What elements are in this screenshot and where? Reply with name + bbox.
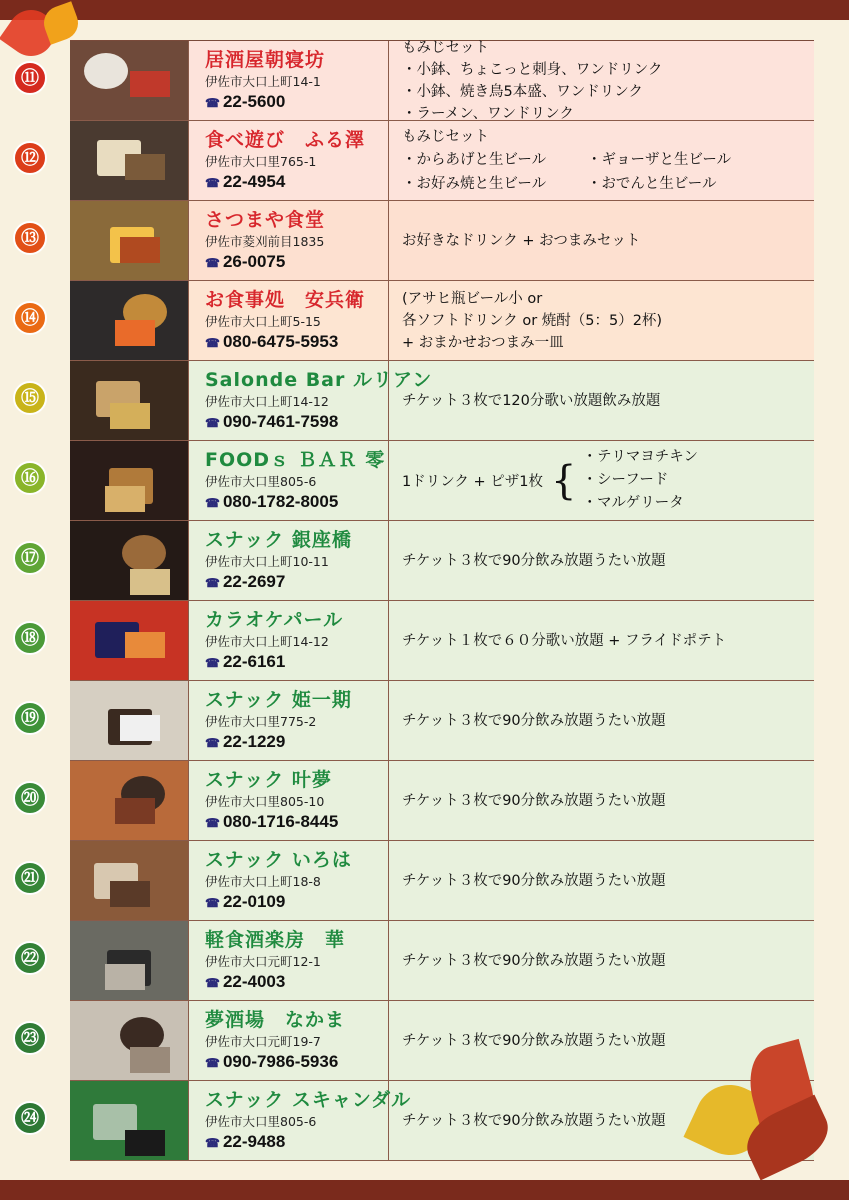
shop-info <box>189 441 389 520</box>
table-row <box>21 361 814 441</box>
offer-line: チケット３枚で90分飲み放題うたい放題 <box>402 552 666 569</box>
entry-number-badge: ㉓ <box>13 1021 47 1055</box>
table-row <box>21 761 814 841</box>
shop-info <box>189 521 389 600</box>
entry-number-badge: ⑪ <box>13 61 47 95</box>
pizza-option: ・シーフード <box>582 472 669 488</box>
phone-icon: ☎ <box>205 496 220 510</box>
offer-details <box>389 761 814 840</box>
offer-line: チケット１枚で６０分歌い放題 + フライドポテト <box>402 632 727 649</box>
offer-lines <box>402 550 666 572</box>
entry-number-badge: ⑱ <box>13 621 47 655</box>
phone-icon: ☎ <box>205 416 220 430</box>
offer-line: チケット３枚で90分飲み放題うたい放題 <box>402 872 666 889</box>
offer-line: + おまかせおつまみ一皿 <box>402 334 564 351</box>
offer-lines <box>402 950 666 972</box>
offer-line: チケット３枚で90分飲み放題うたい放題 <box>402 952 666 969</box>
table-row <box>21 841 814 921</box>
bottom-band <box>0 1180 849 1200</box>
offer-line: ・ラーメン、ワンドリンク <box>402 105 574 122</box>
shop-address: 伊佐市大口里765-1 <box>205 154 317 169</box>
shop-address: 伊佐市菱刈前目1835 <box>205 234 325 249</box>
phone-number: 22-6161 <box>222 652 286 671</box>
entry-number-badge: ⑮ <box>13 381 47 415</box>
offer-lines <box>402 390 660 412</box>
shop-phone <box>205 811 388 834</box>
offer-lines <box>402 870 666 892</box>
table-row <box>21 281 814 361</box>
phone-icon: ☎ <box>205 896 220 910</box>
offer-line: もみじセット <box>402 39 489 56</box>
phone-number: 22-4003 <box>222 972 286 991</box>
offer-line: お好きなドリンク + おつまみセット <box>402 232 641 249</box>
shop-photo <box>70 441 189 520</box>
shop-phone <box>205 651 388 674</box>
shop-address: 伊佐市大口里805-6 <box>205 474 317 489</box>
shop-name: 夢酒場 なかま <box>205 1009 346 1031</box>
offer-details <box>389 281 814 360</box>
offer-title: もみじセット <box>402 128 489 145</box>
table-row <box>21 921 814 1001</box>
shop-photo <box>70 601 189 680</box>
photo-detail <box>130 569 170 595</box>
shop-phone <box>205 491 388 514</box>
table-row <box>21 121 814 201</box>
photo-detail <box>130 71 170 97</box>
offer-details <box>389 41 814 120</box>
phone-number: 080-6475-5953 <box>222 332 339 351</box>
offer-lines <box>402 126 757 196</box>
phone-icon: ☎ <box>205 256 220 270</box>
offer-line: チケット３枚で90分飲み放題うたい放題 <box>402 1112 666 1129</box>
shop-phone <box>205 971 388 994</box>
shop-photo <box>70 521 189 600</box>
table-row <box>21 201 814 281</box>
entry-number-badge: ⑬ <box>13 221 47 255</box>
shop-address: 伊佐市大口上町14-12 <box>205 634 329 649</box>
shop-address: 伊佐市大口上町18-8 <box>205 874 321 889</box>
pizza-option: ・テリマヨチキン <box>582 449 699 465</box>
table-row <box>21 441 814 521</box>
offer-lines <box>402 790 666 812</box>
offer-line: チケット３枚で120分歌い放題飲み放題 <box>402 392 661 409</box>
offer-item: ・からあげと生ビール <box>402 151 547 168</box>
offer-line: チケット３枚で90分飲み放題うたい放題 <box>402 792 666 809</box>
offer-lines <box>402 37 662 125</box>
offer-details <box>389 841 814 920</box>
shop-photo <box>70 41 189 120</box>
photo-detail <box>115 798 155 824</box>
shop-name: スナック スキャンダル <box>205 1089 412 1111</box>
shop-address: 伊佐市大口上町14-12 <box>205 394 329 409</box>
table-row <box>21 39 814 122</box>
shop-address: 伊佐市大口上町5-15 <box>205 314 321 329</box>
phone-icon: ☎ <box>205 176 220 190</box>
offer-line: (アサヒ瓶ビール小 or <box>402 290 543 307</box>
offer-lines <box>402 630 726 652</box>
photo-detail <box>120 237 160 263</box>
offer-item: ・お好み焼と生ビール <box>402 175 547 192</box>
phone-number: 080-1716-8445 <box>222 812 339 831</box>
offer-line: ・小鉢、焼き鳥5本盛、ワンドリンク <box>402 83 643 100</box>
shop-address: 伊佐市大口里805-10 <box>205 794 325 809</box>
shop-photo <box>70 1001 189 1080</box>
phone-icon: ☎ <box>205 96 220 110</box>
photo-detail <box>105 486 145 512</box>
photo-detail <box>125 154 165 180</box>
phone-number: 080-1782-8005 <box>222 492 339 511</box>
shop-name: スナック いろは <box>205 849 352 871</box>
shop-address: 伊佐市大口元町12-1 <box>205 954 321 969</box>
shop-photo <box>70 921 189 1000</box>
pizza-options <box>582 446 698 515</box>
shop-name: 居酒屋朝寝坊 <box>205 49 326 71</box>
shop-info <box>189 281 389 360</box>
shop-photo <box>70 361 189 440</box>
shop-name: カラオケパール <box>205 609 344 631</box>
shop-phone <box>205 171 388 194</box>
shop-address: 伊佐市大口上町14-1 <box>205 74 321 89</box>
entry-number-badge: ㉑ <box>13 861 47 895</box>
offer-main: 1ドリンク + ピザ1枚 <box>402 474 544 490</box>
shop-info <box>189 921 389 1000</box>
shop-phone <box>205 91 388 114</box>
shop-info <box>189 121 389 200</box>
shop-photo <box>70 1081 189 1160</box>
offer-line: 各ソフトドリンク or 焼酎（5：5）2杯) <box>402 312 663 329</box>
shop-info <box>189 681 389 760</box>
photo-detail <box>115 320 155 346</box>
phone-number: 22-4954 <box>222 172 286 191</box>
offer-line: ・小鉢、ちょこっと刺身、ワンドリンク <box>402 61 663 78</box>
entry-number-badge: ㉒ <box>13 941 47 975</box>
shop-name: スナック 叶夢 <box>205 769 332 791</box>
phone-icon: ☎ <box>205 976 220 990</box>
shop-info <box>189 201 389 280</box>
shop-address: 伊佐市大口元町19-7 <box>205 1034 321 1049</box>
phone-number: 090-7986-5936 <box>222 1052 339 1071</box>
phone-icon: ☎ <box>205 1136 220 1150</box>
phone-number: 22-2697 <box>222 572 286 591</box>
offer-details <box>389 521 814 600</box>
pizza-option: ・マルゲリータ <box>582 495 684 511</box>
entry-number-badge: ⑫ <box>13 141 47 175</box>
shop-photo <box>70 121 189 200</box>
shop-phone <box>205 1131 388 1154</box>
offer-grid <box>402 148 757 196</box>
offer-lines <box>402 1110 666 1132</box>
entry-number-badge: ⑰ <box>13 541 47 575</box>
phone-number: 22-1229 <box>222 732 286 751</box>
shop-info <box>189 361 433 440</box>
shop-info <box>189 841 389 920</box>
photo-detail <box>84 53 128 89</box>
phone-number: 22-0109 <box>222 892 286 911</box>
shop-address: 伊佐市大口上町10-11 <box>205 554 329 569</box>
offer-details <box>389 1001 814 1080</box>
photo-detail <box>122 535 166 571</box>
phone-icon: ☎ <box>205 1056 220 1070</box>
table-row <box>21 681 814 761</box>
photo-detail <box>125 1130 165 1156</box>
shop-info <box>189 601 389 680</box>
offer-item: ・おでんと生ビール <box>587 175 717 192</box>
entry-number-badge: ㉔ <box>13 1101 47 1135</box>
shop-name: Salonde Bar ルリアン <box>205 369 433 391</box>
shop-name: FOODｓ ＢＡＲ 零 <box>205 449 386 471</box>
shop-table <box>21 39 814 1161</box>
shop-phone <box>205 411 388 434</box>
shop-name: さつまや食堂 <box>205 209 326 231</box>
table-row <box>21 1001 814 1081</box>
table-row <box>21 521 814 601</box>
photo-detail <box>110 403 150 429</box>
photo-detail <box>130 1047 170 1073</box>
offer-lines <box>402 1030 666 1052</box>
photo-detail <box>120 715 160 741</box>
shop-phone <box>205 331 388 354</box>
offer-item: ・ギョーザと生ビール <box>587 151 732 168</box>
photo-detail <box>125 632 165 658</box>
shop-name: スナック 銀座橋 <box>205 529 352 551</box>
phone-icon: ☎ <box>205 576 220 590</box>
offer-line: チケット３枚で90分飲み放題うたい放題 <box>402 1032 666 1049</box>
entry-number-badge: ⑲ <box>13 701 47 735</box>
shop-address: 伊佐市大口里775-2 <box>205 714 317 729</box>
offer-lines <box>402 710 666 732</box>
shop-phone <box>205 251 388 274</box>
offer-details <box>389 361 814 440</box>
shop-phone <box>205 571 388 594</box>
offer-details <box>389 601 814 680</box>
offer-lines <box>402 446 698 515</box>
offer-details <box>389 681 814 760</box>
shop-name: 食べ遊び ふる澤 <box>205 129 366 151</box>
offer-details <box>389 441 814 520</box>
shop-phone <box>205 731 388 754</box>
shop-photo <box>70 841 189 920</box>
offer-line: チケット３枚で90分飲み放題うたい放題 <box>402 712 666 729</box>
top-band <box>0 0 849 20</box>
entry-number-badge: ⑭ <box>13 301 47 335</box>
phone-number: 22-5600 <box>222 92 286 111</box>
shop-photo <box>70 201 189 280</box>
phone-icon: ☎ <box>205 336 220 350</box>
offer-details <box>389 201 814 280</box>
shop-info <box>189 41 389 120</box>
phone-number: 090-7461-7598 <box>222 412 339 431</box>
entry-number-badge: ⑯ <box>13 461 47 495</box>
shop-address: 伊佐市大口里805-6 <box>205 1114 317 1129</box>
shop-name: スナック 姫一期 <box>205 689 352 711</box>
shop-info <box>189 1081 412 1160</box>
offer-details <box>389 121 814 200</box>
shop-photo <box>70 281 189 360</box>
brace-glyph: { <box>551 457 577 504</box>
shop-name: 軽食酒楽房 華 <box>205 929 346 951</box>
offer-lines <box>402 230 640 252</box>
shop-photo <box>70 761 189 840</box>
phone-icon: ☎ <box>205 816 220 830</box>
table-row <box>21 601 814 681</box>
shop-info <box>189 1001 389 1080</box>
shop-info <box>189 761 389 840</box>
shop-photo <box>70 681 189 760</box>
offer-lines <box>402 288 662 354</box>
photo-detail <box>105 964 145 990</box>
phone-icon: ☎ <box>205 656 220 670</box>
shop-phone <box>205 1051 388 1074</box>
shop-name: お食事処 安兵衛 <box>205 289 366 311</box>
phone-number: 22-9488 <box>222 1132 286 1151</box>
entry-number-badge: ⑳ <box>13 781 47 815</box>
offer-details <box>389 921 814 1000</box>
phone-icon: ☎ <box>205 736 220 750</box>
photo-detail <box>110 881 150 907</box>
phone-number: 26-0075 <box>222 252 286 271</box>
shop-phone <box>205 891 388 914</box>
